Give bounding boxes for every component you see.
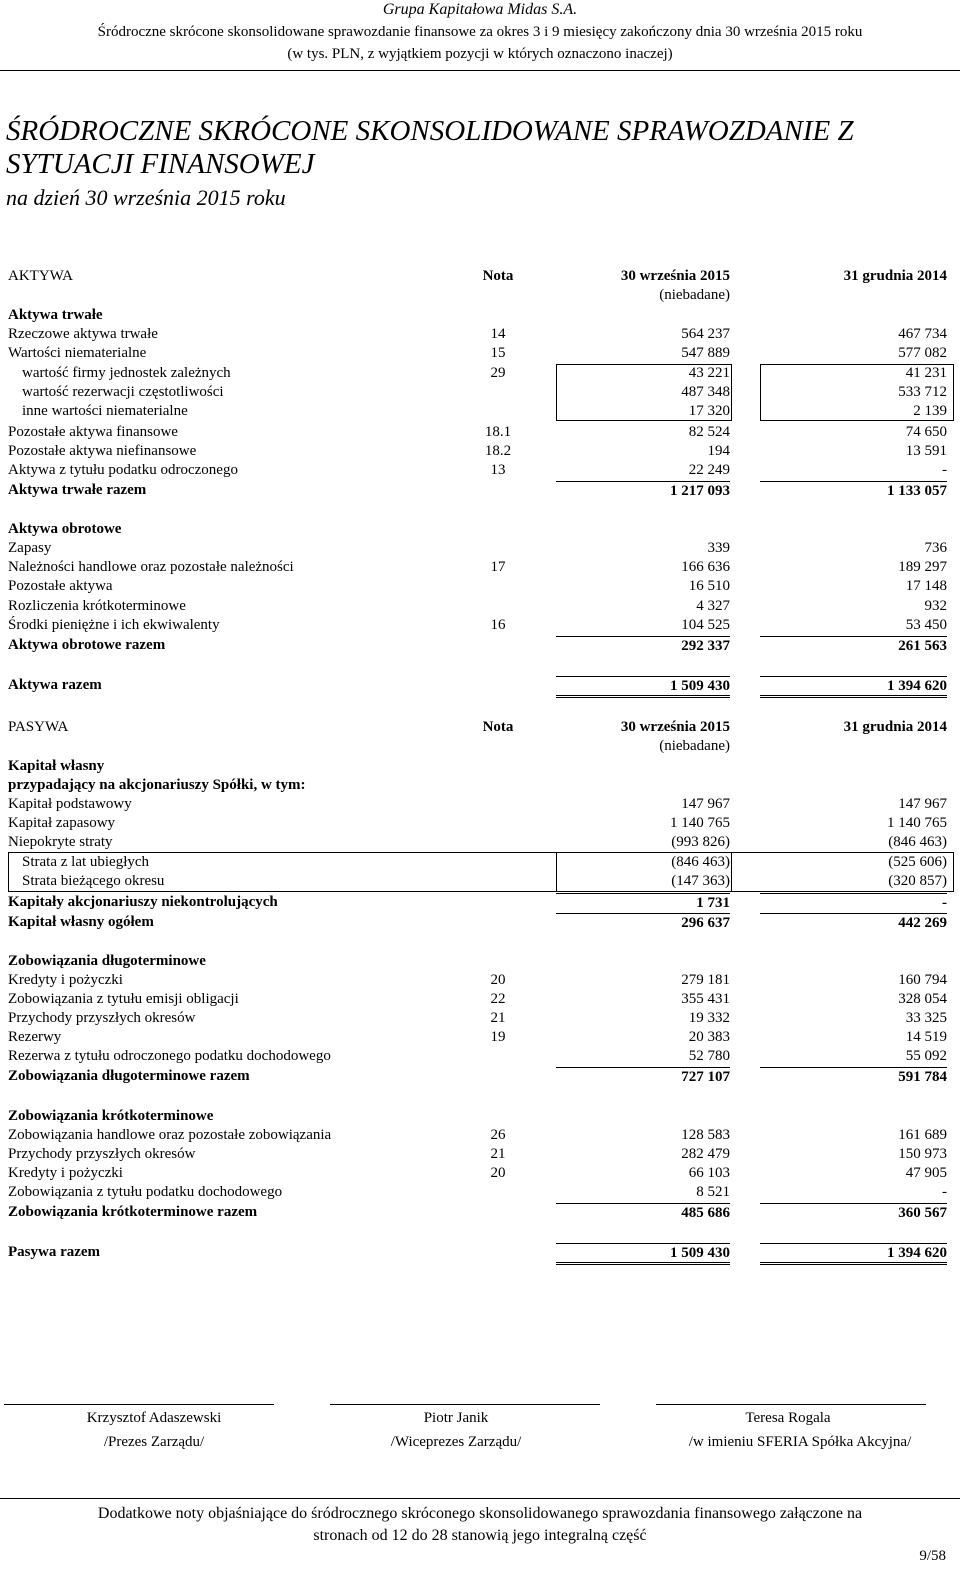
row-value-2015: 4 327 <box>696 598 730 614</box>
table-row <box>0 971 960 990</box>
row-label: Pozostałe aktywa finansowe <box>8 424 178 440</box>
row-label: przypadający na akcjonariuszy Spółki, w tym: <box>8 777 306 793</box>
row-value-2015: 727 107 <box>556 1067 730 1086</box>
row-label: Pasywa razem <box>8 1244 101 1260</box>
page-title-line2: SYTUACJI FINANSOWEJ <box>6 148 315 180</box>
row-value-2014: 189 297 <box>898 559 947 575</box>
page-number: 9/58 <box>919 1548 946 1564</box>
table-row-grand-total <box>0 676 960 695</box>
row-label: Aktywa obrotowe <box>8 521 122 537</box>
table-row <box>0 893 960 912</box>
row-value-2015: 1 140 765 <box>670 815 730 831</box>
row-value-2014: 1 394 620 <box>760 1243 947 1265</box>
row-nota: 19 <box>490 1029 506 1045</box>
table-row <box>0 1145 960 1164</box>
table-row-total <box>0 636 960 655</box>
row-nota: 18.1 <box>484 424 512 440</box>
assets-header-label: AKTYWA <box>8 268 73 284</box>
row-value-2014: 736 <box>924 540 947 556</box>
row-nota: 18.2 <box>484 443 512 459</box>
row-value-2015: 8 521 <box>696 1184 730 1200</box>
breakdown-box-2014 <box>760 364 954 421</box>
row-label: Środki pieniężne i ich ekwiwalenty <box>8 617 220 633</box>
table-row <box>0 616 960 635</box>
signature-line <box>4 1404 274 1405</box>
row-value-2014: 1 140 765 <box>887 815 947 831</box>
liabilities-header-label: PASYWA <box>8 719 69 735</box>
row-value-2014: - <box>942 462 947 478</box>
row-label: Zobowiązania z tytułu podatku dochodowego <box>8 1184 283 1200</box>
header-divider <box>0 70 960 71</box>
row-label: Strata bieżącego okresu <box>22 873 165 889</box>
row-value-2014: 160 794 <box>898 972 947 988</box>
row-label: Zobowiązania długoterminowe razem <box>8 1068 250 1084</box>
row-value-2015: 339 <box>707 540 730 556</box>
row-value-2015: 355 431 <box>681 991 730 1007</box>
row-value-2015: 279 181 <box>681 972 730 988</box>
row-value-2015: 22 249 <box>688 462 730 478</box>
row-value-2015: 296 637 <box>556 913 730 932</box>
assets-header-col1: 30 września 2015 <box>620 268 730 284</box>
footer-divider <box>0 1498 960 1499</box>
losses-box-2015 <box>556 852 732 892</box>
signatory-name: Teresa Rogala <box>745 1410 831 1426</box>
row-value-2015: 82 524 <box>688 424 730 440</box>
row-value-2014: 261 563 <box>760 636 947 655</box>
row-nota: 16 <box>490 617 506 633</box>
row-value-2015: 485 686 <box>556 1203 730 1222</box>
row-nota: 15 <box>490 345 506 361</box>
row-value-2015: (846 463) <box>671 854 730 870</box>
table-row <box>0 1028 960 1047</box>
row-label: Kapitał własny ogółem <box>8 914 154 930</box>
row-label: Zapasy <box>8 540 52 556</box>
row-label: Rezerwa z tytułu odroczonego podatku dochodowego <box>8 1048 331 1064</box>
row-value-2015: 43 221 <box>688 365 730 381</box>
page-subtitle: na dzień 30 września 2015 roku <box>6 185 286 210</box>
row-value-2015: 104 525 <box>681 617 730 633</box>
row-value-2014: 33 325 <box>905 1010 947 1026</box>
row-label: Pozostałe aktywa <box>8 578 113 594</box>
row-label: Kapitał własny <box>8 758 105 774</box>
row-label: Aktywa z tytułu podatku odroczonego <box>8 462 238 478</box>
row-value-2014: 14 519 <box>905 1029 947 1045</box>
row-nota: 26 <box>490 1127 506 1143</box>
table-row-total <box>0 913 960 932</box>
row-label: Aktywa trwałe <box>8 307 103 323</box>
table-row <box>0 1126 960 1145</box>
table-row-total <box>0 1067 960 1086</box>
row-value-2014: 1 133 057 <box>760 481 947 500</box>
row-nota: 21 <box>490 1010 506 1026</box>
row-value-2014: 47 905 <box>905 1165 947 1181</box>
signatory-role: /Prezes Zarządu/ <box>103 1434 205 1450</box>
assets-header-col1-sub: (niebadane) <box>659 287 730 303</box>
row-label: Należności handlowe oraz pozostałe należności <box>8 559 294 575</box>
row-nota: 29 <box>490 365 506 381</box>
row-label: inne wartości niematerialne <box>22 403 188 419</box>
table-row-total <box>0 1203 960 1222</box>
row-value-2014: 932 <box>924 598 947 614</box>
row-value-2014: - <box>942 1184 947 1200</box>
row-value-2014: 328 054 <box>898 991 947 1007</box>
row-nota: 17 <box>490 559 506 575</box>
table-row <box>0 558 960 577</box>
row-label: Kredyty i pożyczki <box>8 1165 123 1181</box>
row-value-2015: 282 479 <box>681 1146 730 1162</box>
row-value-2015: 17 320 <box>688 403 730 419</box>
table-row <box>0 1164 960 1183</box>
table-row <box>0 833 960 852</box>
row-label: wartość firmy jednostek zależnych <box>22 365 231 381</box>
row-value-2015: 1 731 <box>556 893 730 912</box>
row-value-2015: 564 237 <box>681 326 730 342</box>
table-row <box>0 814 960 833</box>
row-value-2014: 360 567 <box>760 1203 947 1222</box>
table-row <box>0 344 960 363</box>
row-value-2014: 150 973 <box>898 1146 947 1162</box>
signature-line <box>330 1404 600 1405</box>
row-value-2014: 467 734 <box>898 326 947 342</box>
losses-breakdown-box <box>8 852 954 892</box>
row-label: Przychody przyszłych okresów <box>8 1010 196 1026</box>
row-value-2014: 13 591 <box>905 443 947 459</box>
table-row <box>0 795 960 814</box>
row-label: wartość rezerwacji częstotliwości <box>22 384 224 400</box>
row-value-2015: 52 780 <box>688 1048 730 1064</box>
table-row <box>0 597 960 616</box>
row-label: Niepokryte straty <box>8 834 113 850</box>
table-row <box>0 442 960 461</box>
row-label: Kredyty i pożyczki <box>8 972 123 988</box>
row-label: Rozliczenia krótkoterminowe <box>8 598 186 614</box>
liabilities-header-col1-sub: (niebadane) <box>659 738 730 754</box>
footer-note-line1: Dodatkowe noty objaśniające do śródrocznego skróconego skonsolidowanego sprawozdania finansowego załączone na <box>97 1505 863 1522</box>
signatory-role: /Wiceprezes Zarządu/ <box>390 1434 522 1450</box>
row-value-2014: 577 082 <box>898 345 947 361</box>
row-value-2015: (147 363) <box>671 873 730 889</box>
table-row <box>0 461 960 480</box>
row-nota: 22 <box>490 991 506 1007</box>
row-label: Zobowiązania handlowe oraz pozostałe zobowiązania <box>8 1127 332 1143</box>
assets-header-col2: 31 grudnia 2014 <box>843 268 947 284</box>
row-value-2014: 41 231 <box>905 365 947 381</box>
row-value-2015: (993 826) <box>671 834 730 850</box>
table-row <box>0 539 960 558</box>
row-value-2015: 1 509 430 <box>556 1243 730 1265</box>
row-value-2014: 74 650 <box>905 424 947 440</box>
row-label: Aktywa razem <box>8 677 102 693</box>
row-label: Zobowiązania krótkoterminowe <box>8 1108 214 1124</box>
assets-header-nota: Nota <box>482 268 514 284</box>
row-value-2014: 2 139 <box>913 403 947 419</box>
table-row-total <box>0 481 960 500</box>
signatory-name: Krzysztof Adaszewski <box>86 1410 222 1426</box>
table-row-grand-total <box>0 1243 960 1262</box>
row-label: Kapitały akcjonariuszy niekontrolujących <box>8 894 278 910</box>
row-nota: 14 <box>490 326 506 342</box>
table-row <box>0 952 960 971</box>
row-label: Rzeczowe aktywa trwałe <box>8 326 158 342</box>
row-value-2014: 53 450 <box>905 617 947 633</box>
row-value-2015: 66 103 <box>688 1165 730 1181</box>
table-row <box>0 990 960 1009</box>
row-value-2015: 292 337 <box>556 636 730 655</box>
table-row <box>0 325 960 344</box>
table-row <box>0 306 960 325</box>
footer-note-line2: stronach od 12 do 28 stanowią jego integralną część <box>313 1527 647 1544</box>
row-label: Aktywa trwałe razem <box>8 482 147 498</box>
report-description: Śródroczne skrócone skonsolidowane sprawozdanie finansowe za okres 3 i 9 miesięcy zakończony dnia 30 września 2015 roku <box>97 24 863 40</box>
row-value-2015: 147 967 <box>681 796 730 812</box>
row-value-2014: 1 394 620 <box>760 676 947 698</box>
row-value-2014: 17 148 <box>905 578 947 594</box>
row-label: Zobowiązania krótkoterminowe razem <box>8 1204 258 1220</box>
row-value-2015: 20 383 <box>688 1029 730 1045</box>
row-value-2015: 128 583 <box>681 1127 730 1143</box>
row-value-2015: 19 332 <box>688 1010 730 1026</box>
row-label: Zobowiązania długoterminowe <box>8 953 206 969</box>
row-value-2015: 1 217 093 <box>556 481 730 500</box>
row-label: Kapitał podstawowy <box>8 796 132 812</box>
row-value-2014: 533 712 <box>898 384 947 400</box>
row-nota: 20 <box>490 972 506 988</box>
table-row <box>0 1009 960 1028</box>
table-row <box>0 1183 960 1202</box>
table-row <box>0 1107 960 1126</box>
row-value-2014: 442 269 <box>760 913 947 932</box>
table-row <box>0 520 960 539</box>
row-label: Strata z lat ubiegłych <box>22 854 150 870</box>
row-value-2015: 1 509 430 <box>556 676 730 698</box>
liabilities-header-col2: 31 grudnia 2014 <box>843 719 947 735</box>
row-label: Kapitał zapasowy <box>8 815 116 831</box>
row-value-2015: 166 636 <box>681 559 730 575</box>
row-value-2014: (525 606) <box>888 854 947 870</box>
row-value-2014: (320 857) <box>888 873 947 889</box>
row-nota: 20 <box>490 1165 506 1181</box>
table-row <box>0 776 960 795</box>
row-label: Wartości niematerialne <box>8 345 147 361</box>
row-value-2015: 16 510 <box>688 578 730 594</box>
row-value-2015: 547 889 <box>681 345 730 361</box>
table-row <box>0 1047 960 1066</box>
table-row <box>0 423 960 442</box>
company-name: Grupa Kapitałowa Midas S.A. <box>382 1 578 18</box>
row-value-2015: 487 348 <box>681 384 730 400</box>
row-value-2014: (846 463) <box>888 834 947 850</box>
row-value-2014: 147 967 <box>898 796 947 812</box>
table-row <box>0 577 960 596</box>
table-row <box>0 757 960 776</box>
row-nota: 13 <box>490 462 506 478</box>
row-label: Przychody przyszłych okresów <box>8 1146 196 1162</box>
page-title-line1: ŚRÓDROCZNE SKRÓCONE SKONSOLIDOWANE SPRAWOZDANIE Z <box>6 115 854 147</box>
liabilities-header-col1: 30 września 2015 <box>620 719 730 735</box>
assets-header <box>0 268 960 308</box>
row-label: Pozostałe aktywa niefinansowe <box>8 443 197 459</box>
signature-line <box>656 1404 926 1405</box>
breakdown-box-2015 <box>556 364 732 421</box>
row-label: Aktywa obrotowe razem <box>8 637 166 653</box>
units-note: (w tys. PLN, z wyjątkiem pozycji w których oznaczono inaczej) <box>287 46 673 62</box>
row-value-2014: 591 784 <box>760 1067 947 1086</box>
liabilities-header-nota: Nota <box>482 719 514 735</box>
row-value-2014: 161 689 <box>898 1127 947 1143</box>
row-label: Zobowiązania z tytułu emisji obligacji <box>8 991 239 1007</box>
row-value-2014: 55 092 <box>905 1048 947 1064</box>
row-value-2015: 194 <box>707 443 730 459</box>
signatory-role: /w imieniu SFERIA Spółka Akcyjna/ <box>688 1434 912 1450</box>
row-nota: 21 <box>490 1146 506 1162</box>
row-value-2014: - <box>760 893 947 912</box>
liabilities-header <box>0 719 960 759</box>
row-label: Rezerwy <box>8 1029 62 1045</box>
signatory-name: Piotr Janik <box>423 1410 489 1426</box>
